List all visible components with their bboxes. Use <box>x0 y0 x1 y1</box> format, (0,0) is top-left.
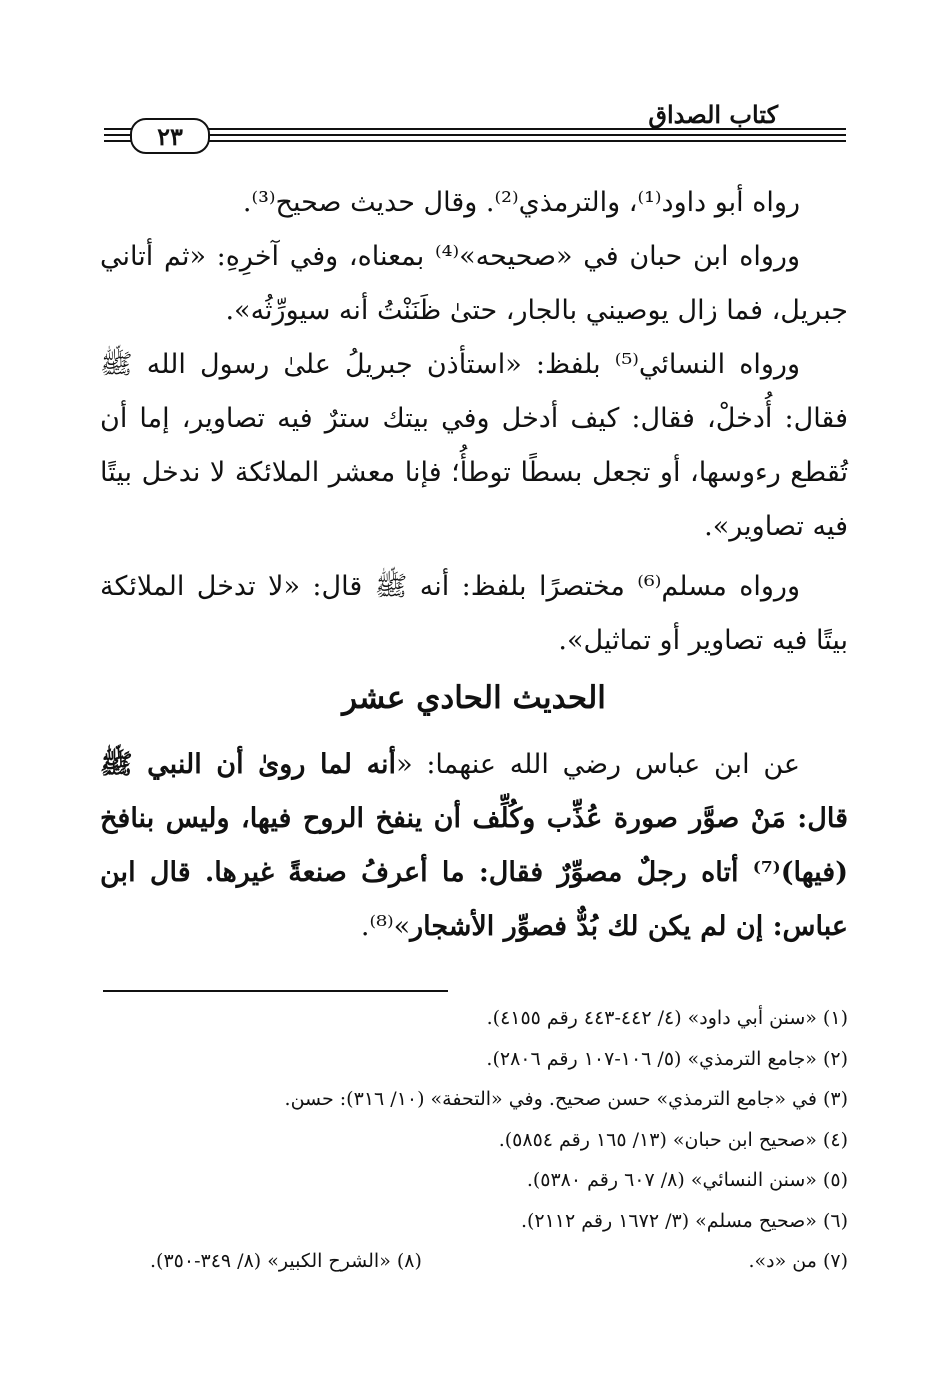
footnote-6: (٦) «صحيح مسلم» (٣/ ١٦٧٢ رقم ٢١١٢). <box>520 1209 848 1232</box>
footnote-8: (٨) «الشرح الكبير» (٨/ ٣٤٩-٣٥٠). <box>150 1250 422 1272</box>
hadith-paragraph <box>100 738 848 954</box>
header-rule-right-3 <box>206 140 846 142</box>
footnote-1: (١) «سنن أبي داود» (٤/ ٤٤٢-٤٤٣ رقم ٤١٥٥). <box>486 1007 848 1029</box>
footnote-5: (٥) «سنن النسائي» (٨/ ٦٠٧ رقم ٥٣٨٠). <box>526 1169 848 1191</box>
running-title: كتاب الصداق <box>648 100 778 129</box>
footnote-7: (٧) من «د». <box>748 1250 848 1272</box>
paragraph-3: ورواه النسائي⁽⁵⁾ بلفظ: «استأذن جبريلُ علىٰ رسول الله ﷺ فقال: أُدخلْ، فقال: كيف أدخل وفي بيتك سترٌ فيه تصاوير، إما أن تُقطع رءوسها، أو تجعل بسطًا توطأُ؛ فإنا معشر الملائكة لا ندخل بيتًا فيه تصاوير». <box>100 349 848 542</box>
footnotes <box>150 998 848 1282</box>
paragraph-2: ورواه ابن حبان في «صحيحه»⁽⁴⁾ بمعناه، وفي آخرِهِ: «ثم أتاني جبريل، فما زال يوصيني بالجار، حتىٰ ظَنَنْتُ أنه سيورِّثُه». <box>100 241 848 326</box>
footnote-separator <box>103 990 448 992</box>
hadith-body: أنه لما روىٰ أن النبي ﷺ قال: مَنْ صوَّر صورة عُذِّب وكُلِّف أن ينفخ الروح فيها، وليس بنافخ (فيها)⁽⁷⁾ أتاه رجلٌ مصوِّرٌ فقال: ما أعرفُ صنعةً غيرها. قال ابن عباس: إن لم يكن لك بُدٌّ فصوِّر الأشجار <box>100 749 848 942</box>
footnote-4: (٤) «صحيح ابن حبان» (١٣/ ١٦٥ رقم ٥٨٥٤). <box>498 1128 848 1151</box>
section-heading: الحديث الحادي عشر <box>342 680 606 716</box>
footnote-row-last <box>150 1241 848 1282</box>
header-rule-right <box>206 128 846 130</box>
page-number: ٢٣ <box>157 121 183 151</box>
page-header <box>0 0 950 160</box>
hadith-closing: »⁽⁸⁾. <box>360 911 411 942</box>
page-number-badge <box>130 118 210 154</box>
header-rule-right-2 <box>206 134 846 136</box>
hadith-intro: عن ابن عباس رضي الله عنهما: « <box>396 749 800 780</box>
paragraph-4: ورواه مسلم⁽⁶⁾ مختصرًا بلفظ: أنه ﷺ قال: «لا تدخل الملائكة بيتًا فيه تصاوير أو تماثيل». <box>100 571 848 656</box>
main-text <box>100 176 848 668</box>
footnote-3: (٣) في «جامع الترمذي» حسن صحيح. وفي «التحفة» (١٠/ ٣١٦): حسن. <box>284 1088 848 1110</box>
hadith-text <box>100 738 848 954</box>
footnote-2: (٢) «جامع الترمذي» (٥/ ١٠٦-١٠٧ رقم ٢٨٠٦). <box>486 1047 848 1070</box>
paragraph-1: رواه أبو داود⁽¹⁾، والترمذي⁽²⁾. وقال حديث صحيح⁽³⁾. <box>242 187 800 218</box>
